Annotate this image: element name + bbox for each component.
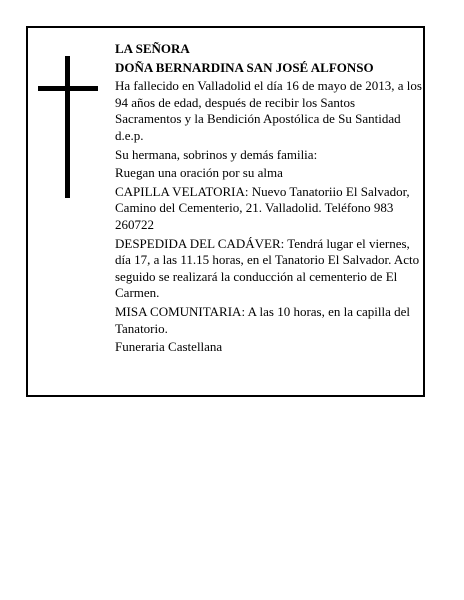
- prayer-request: Ruegan una oración por su alma: [115, 165, 283, 181]
- deceased-name: DOÑA BERNARDINA SAN JOSÉ ALFONSO: [115, 59, 374, 75]
- notice-title: LA SEÑORA: [115, 41, 190, 56]
- mass-info: MISA COMUNITARIA: A las 10 horas, en la capilla del Tanatorio.: [115, 303, 411, 336]
- funeral-home: Funeraria Castellana: [115, 339, 223, 355]
- farewell-info: DESPEDIDA DEL CADÁVER: Tendrá lugar el viernes, día 17, a las 11.15 horas, en el Tanatorio El Salvador. Acto seguido se realizará la conducción al cementerio de El Carmen.: [115, 235, 420, 301]
- obituary-notice: [26, 26, 425, 397]
- cross-icon: [38, 56, 98, 198]
- wake-chapel-info: CAPILLA VELATORIA: Nuevo Tanatoriio El Salvador, Camino del Cementerio, 21. Valladolid. Teléfono 983 260722: [115, 183, 410, 232]
- family-line: Su hermana, sobrinos y demás familia:: [115, 146, 318, 162]
- death-announcement: Ha fallecido en Valladolid el día 16 de mayo de 2013, a los 94 años de edad, después de recibir los Santos Sacramentos y la Bendición Apostólica de Su Santidad d.e.p.: [115, 78, 422, 143]
- notice-text: [115, 41, 423, 358]
